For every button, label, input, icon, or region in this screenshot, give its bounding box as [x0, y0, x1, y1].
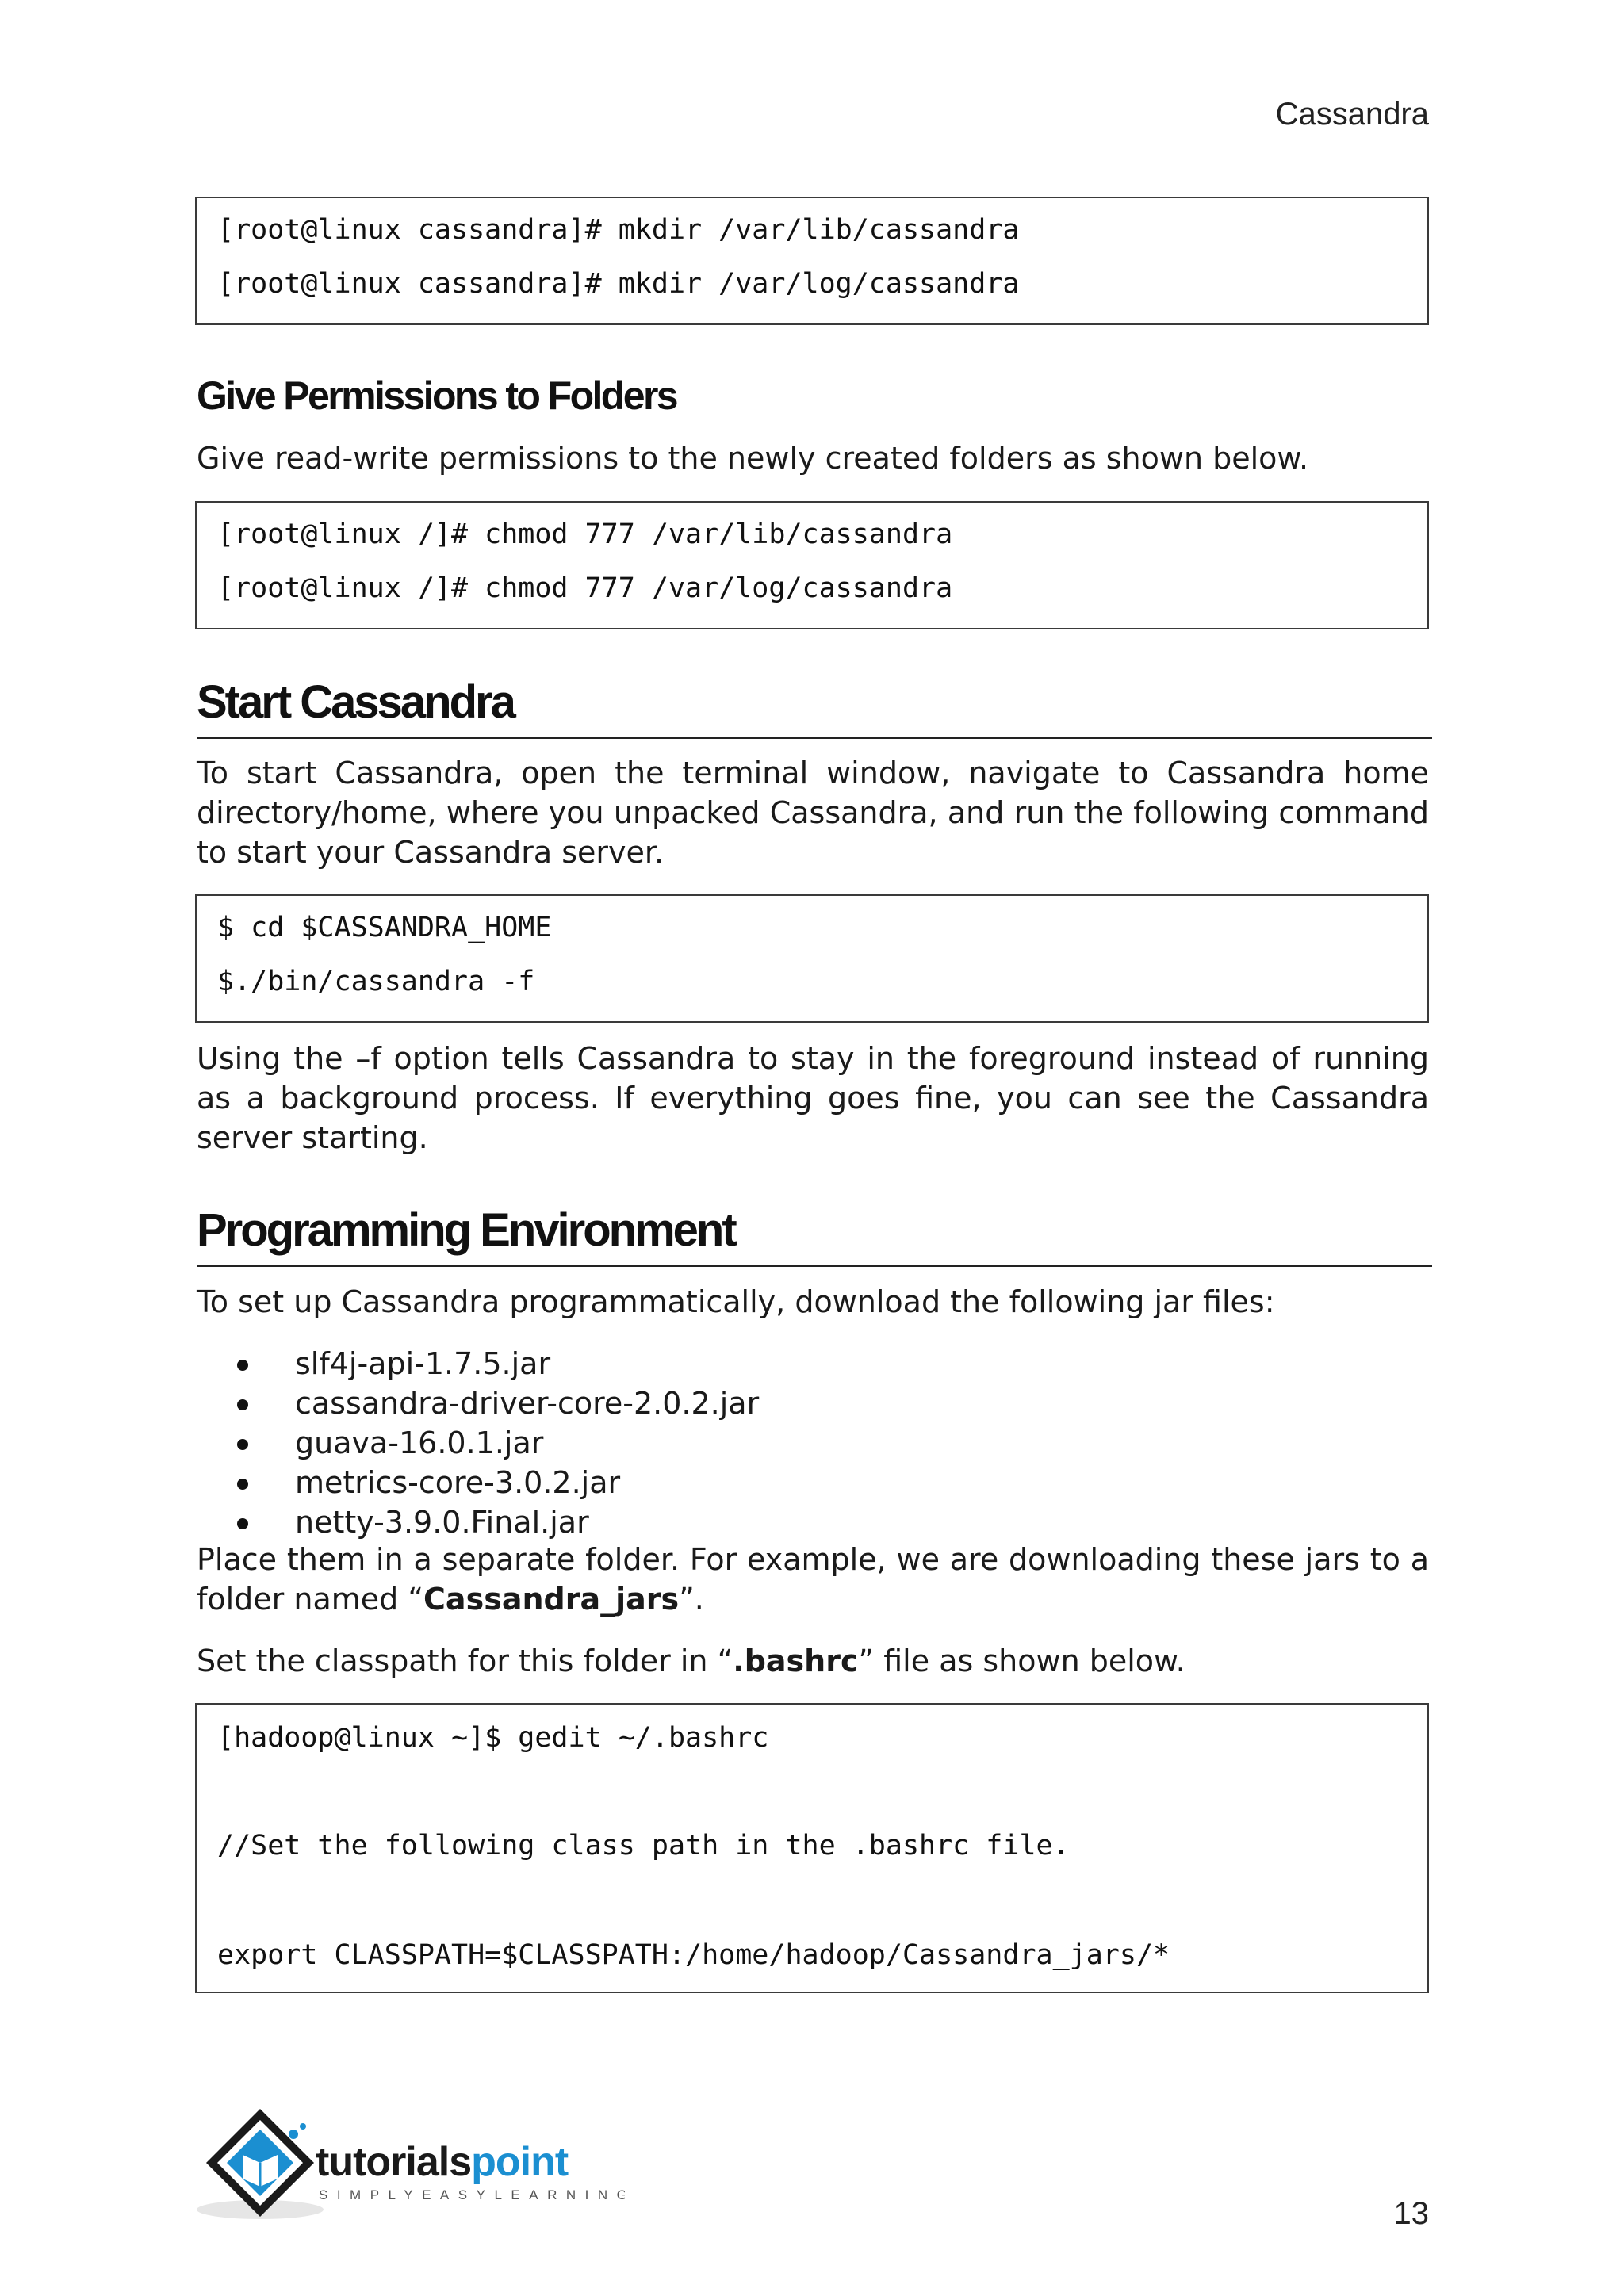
bullet-icon: [237, 1399, 248, 1410]
start-after-text: Using the –f option tells Cassandra to stay in the foreground instead of running as a background process. If everything goes fine, you can see the Cassandra server starting.: [197, 1041, 1429, 1155]
code-line: $ cd $CASSANDRA_HOME: [217, 912, 552, 943]
bullet-icon: [237, 1518, 248, 1529]
bashrc-name: .bashrc: [733, 1644, 859, 1678]
running-header: Cassandra: [1275, 97, 1429, 132]
tutorialspoint-logo: [197, 2103, 625, 2221]
code-block-start: [195, 894, 1429, 1023]
place-text: Place them in a separate folder. For example, we are downloading these jars to a folder named “: [197, 1542, 1429, 1617]
code-line: [root@linux /]# chmod 777 /var/log/cassandra: [217, 572, 953, 604]
place-text-end: ”.: [679, 1582, 704, 1617]
code-block-mkdir: [195, 197, 1429, 325]
code-block-bashrc: [195, 1703, 1429, 1993]
heading-start-cassandra: Start Cassandra: [197, 675, 1432, 739]
programming-intro: To set up Cassandra programmatically, download the following jar files:: [197, 1284, 1275, 1319]
page-number: 13: [1393, 2196, 1429, 2231]
heading-programming-environment: Programming Environment: [197, 1203, 1432, 1267]
folder-name: Cassandra_jars: [423, 1582, 680, 1617]
classpath-text: [197, 1641, 1429, 1681]
logo-tagline: SIMPLYEASYLEARNING: [319, 2187, 625, 2202]
classpath-text-start: Set the classpath for this folder in “: [197, 1644, 733, 1678]
code-line: //Set the following class path in the .bashrc file.: [217, 1830, 1070, 1862]
code-line: [root@linux cassandra]# mkdir /var/log/cassandra: [217, 268, 1020, 300]
heading-give-permissions: Give Permissions to Folders: [197, 373, 677, 418]
place-jars-text: [197, 1540, 1429, 1619]
bullet-icon: [237, 1360, 248, 1371]
code-line: [hadoop@linux ~]$ gedit ~/.bashrc: [217, 1722, 769, 1754]
code-line: [root@linux /]# chmod 777 /var/lib/cassandra: [217, 519, 953, 550]
code-line: export CLASSPATH=$CLASSPATH:/home/hadoop/Cassandra_jars/*: [217, 1939, 1170, 1971]
start-text: To start Cassandra, open the terminal window, navigate to Cassandra home directory/home, where you unpacked Cassandra, and run the following command to start your Cassandra server.: [197, 756, 1429, 870]
code-block-chmod: [195, 501, 1429, 629]
jar-name: slf4j-api-1.7.5.jar: [295, 1346, 551, 1381]
logo-emblem-icon: [197, 2103, 625, 2221]
code-line: [root@linux cassandra]# mkdir /var/lib/cassandra: [217, 214, 1020, 246]
bullet-icon: [237, 1439, 248, 1450]
jar-name: netty-3.9.0.Final.jar: [295, 1505, 589, 1540]
logo-text: tutorialspoint: [316, 2139, 569, 2185]
permissions-text: Give read-write permissions to the newly created folders as shown below.: [197, 441, 1309, 476]
jar-name: cassandra-driver-core-2.0.2.jar: [295, 1386, 760, 1421]
classpath-text-end: ” file as shown below.: [858, 1644, 1185, 1678]
bullet-icon: [237, 1479, 248, 1490]
jar-name: metrics-core-3.0.2.jar: [295, 1465, 621, 1500]
code-line: $./bin/cassandra -f: [217, 966, 535, 997]
jar-name: guava-16.0.1.jar: [295, 1425, 544, 1460]
